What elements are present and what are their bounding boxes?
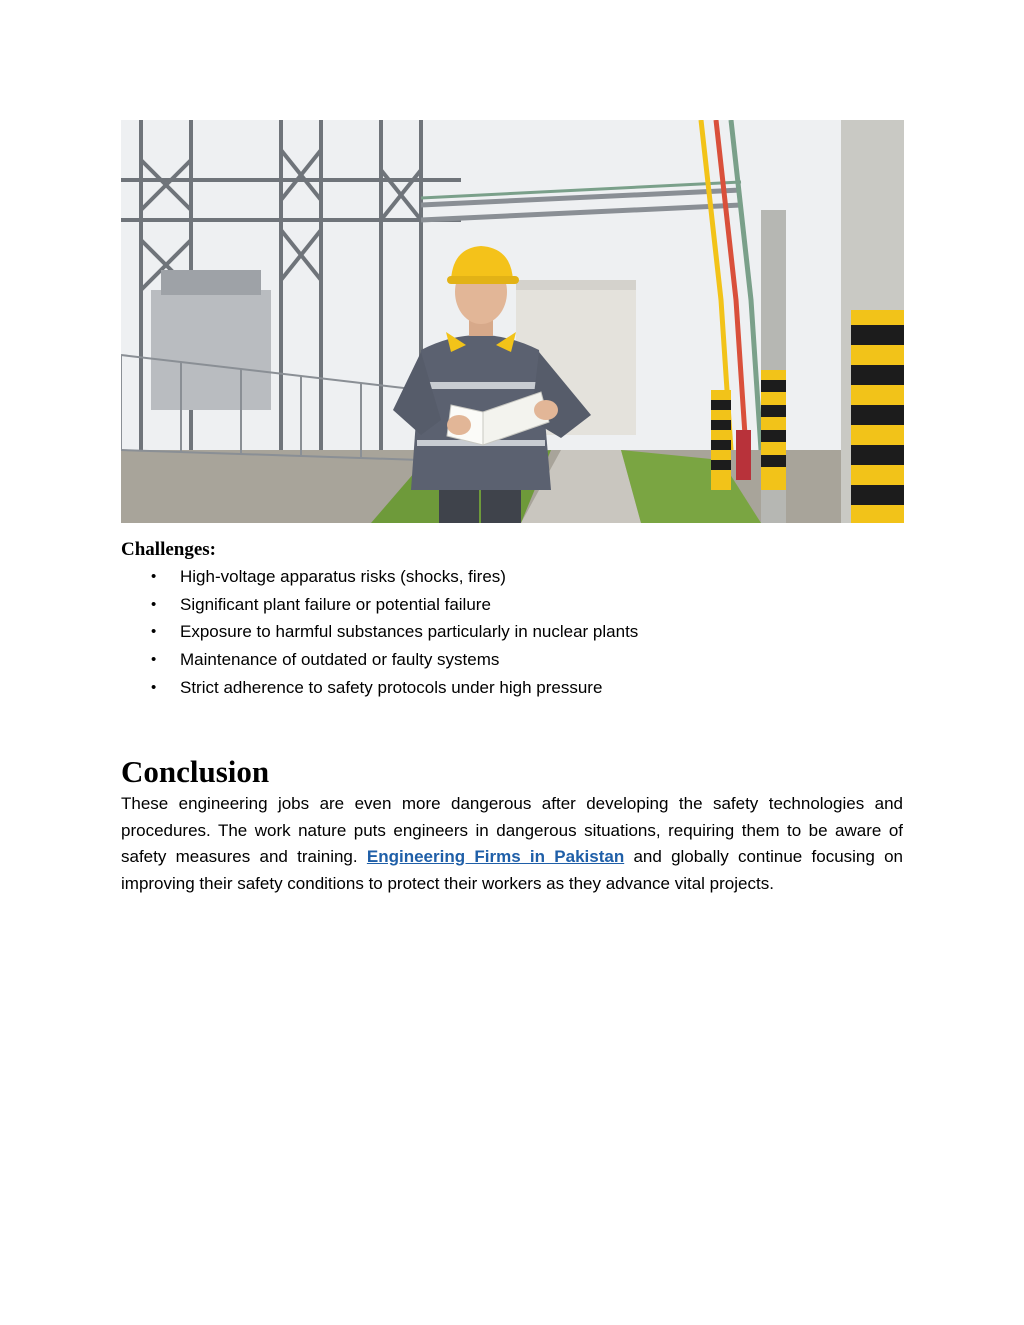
list-item [121,563,638,591]
document-page [121,0,903,1325]
conclusion-heading: Conclusion [121,754,270,789]
bullet-icon: • [151,651,157,669]
list-item-text: Strict adherence to safety protocols under high pressure [180,677,603,697]
conclusion-text-start: These engineering jobs are even more dangerous after developing the safety technologies and procedures. The work nature puts engineers in dangerous situations, requiring them to be aware of safety measures and training. [121,794,903,866]
conclusion-text-end: and globally continue focusing on improving their safety conditions to protect their workers as they advance vital projects. [121,847,903,893]
engineer-photo [121,120,904,523]
bullet-icon: • [151,623,157,641]
challenges-list [121,563,638,701]
list-item [121,591,638,619]
list-item [121,618,638,646]
engineering-firms-link[interactable]: Engineering Firms in Pakistan [366,847,625,866]
list-item [121,674,638,702]
list-item-text: Maintenance of outdated or faulty systems [180,650,500,670]
list-item-text: Significant plant failure or potential failure [180,594,491,614]
list-item-text: Exposure to harmful substances particularly in nuclear plants [180,622,639,642]
bullet-icon: • [151,678,157,696]
list-item-text: High-voltage apparatus risks (shocks, fires) [180,567,506,586]
bullet-icon: • [151,568,157,585]
challenges-heading: Challenges: [121,539,216,560]
list-item [121,646,638,674]
conclusion-paragraph [121,791,903,897]
engineer-photo-icon [121,120,904,523]
bullet-icon: • [151,595,157,613]
